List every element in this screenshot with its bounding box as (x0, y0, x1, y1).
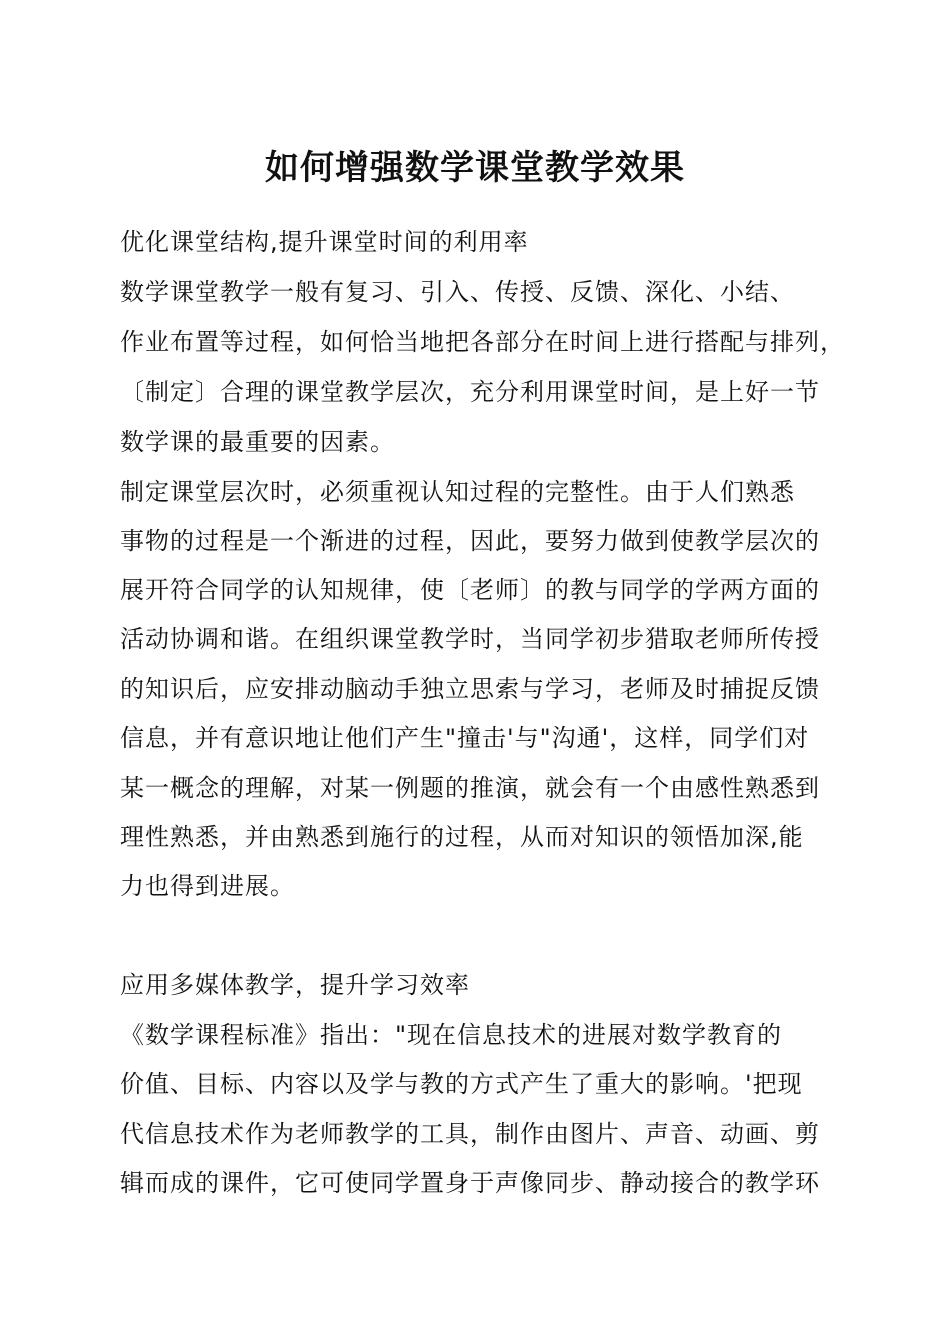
paragraph-line: 理性熟悉，并由熟悉到施行的过程，从而对知识的领悟加深,能 (120, 823, 804, 851)
section-heading-1: 优化课堂结构,提升课堂时间的利用率 (120, 228, 529, 256)
document-title: 如何增强数学课堂教学效果 (265, 148, 685, 188)
paragraph-line: 数学课堂教学一般有复习、引入、传授、反馈、深化、小结、 (120, 278, 795, 306)
paragraph-line: 辑而成的课件，它可使同学置身于声像同步、静动接合的教学环 (120, 1169, 820, 1197)
paragraph-line: 《数学课程标准》指出："现在信息技术的进展对数学教育的 (120, 1021, 783, 1049)
paragraph-line: 代信息技术作为老师教学的工具，制作由图片、声音、动画、剪 (120, 1120, 820, 1148)
paragraph-line: 信息，并有意识地让他们产生"撞击'与"沟通'，这样，同学们对 (120, 724, 810, 752)
section-heading-2: 应用多媒体教学，提升学习效率 (120, 971, 470, 999)
paragraph-line: 制定课堂层次时，必须重视认知过程的完整性。由于人们熟悉 (120, 478, 795, 506)
paragraph-line: 事物的过程是一个渐进的过程，因此，要努力做到使教学层次的 (120, 527, 820, 555)
paragraph-line: 展开符合同学的认知规律，使〔老师〕的教与同学的学两方面的 (120, 576, 820, 604)
paragraph-line: 某一概念的理解，对某一例题的推演，就会有一个由感性熟悉到 (120, 774, 820, 802)
paragraph-line: 的知识后，应安排动脑动手独立思索与学习，老师及时捕捉反馈 (120, 675, 820, 703)
paragraph-line: 数学课的最重要的因素。 (120, 428, 395, 456)
paragraph-line: 活动协调和谐。在组织课堂教学时，当同学初步猎取老师所传授 (120, 625, 820, 653)
paragraph-line: 力也得到进展。 (120, 872, 295, 900)
paragraph-line: 作业布置等过程，如何恰当地把各部分在时间上进行搭配与排列， (120, 328, 845, 356)
paragraph-line: 价值、目标、内容以及学与教的方式产生了重大的影响。'把现 (120, 1070, 803, 1098)
paragraph-line: 〔制定〕合理的课堂教学层次，充分利用课堂时间，是上好一节 (120, 378, 820, 406)
